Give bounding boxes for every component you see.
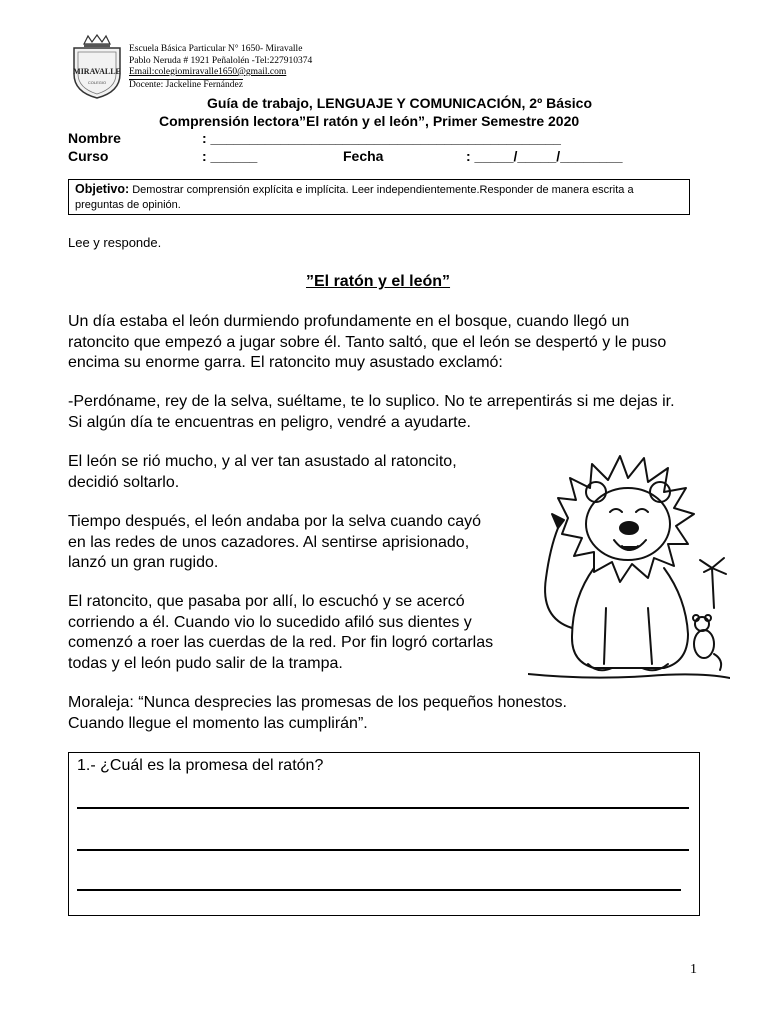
page-number: 1 <box>690 962 697 977</box>
story-title: ”El ratón y el león” <box>306 273 451 290</box>
curso-label: Curso <box>68 148 109 164</box>
answer-line-2[interactable] <box>77 849 689 851</box>
lion-illustration <box>528 448 730 688</box>
objective-label: Objetivo: <box>75 182 130 196</box>
curso-field[interactable]: : ______ <box>202 148 258 164</box>
nombre-field[interactable]: : _____________________________________________ <box>202 130 561 146</box>
story-moral: Moraleja: “Nunca desprecies las promesas de los pequeños honestos. Cuando llegue el momento las cumplirán”. <box>68 694 567 732</box>
question-1-box <box>68 752 700 916</box>
answer-line-1[interactable] <box>77 807 689 809</box>
story-paragraph-5: El ratoncito, que pasaba por allí, lo escuchó y se acercó corriendo a él. Cuando vio lo sucedido afiló sus dientes y comenzó a roer las cuerdas de la red. Por fin logró cortarlas todas y el león pudo salir de la trampa. <box>68 593 494 672</box>
school-address: Pablo Neruda # 1921 Peñalolén -Tel:227910374 <box>129 56 313 66</box>
school-email[interactable]: Email:colegiomiravalle1650@gmail.com <box>129 67 287 77</box>
teacher-name: Docente: Jackeline Fernández <box>129 80 243 90</box>
story-paragraph-2: -Perdóname, rey de la selva, suéltame, te lo suplico. No te arrepentirás si me dejas ir. Si algún día te encuentras en peligro, vendré a ayudarte. <box>68 393 675 431</box>
story-paragraph-1: Un día estaba el león durmiendo profundamente en el bosque, cuando llegó un ratoncito que empezó a jugar sobre él. Tanto saltó, que el león se despertó y le puso encima su enorme garra. El ratoncito muy asustado exclamó: <box>68 313 667 371</box>
svg-text:MIRAVALLE: MIRAVALLE <box>73 67 121 76</box>
answer-line-3[interactable] <box>77 889 681 891</box>
story-paragraph-3: El león se rió mucho, y al ver tan asustado al ratoncito, decidió soltarlo. <box>68 453 457 491</box>
worksheet-title: Guía de trabajo, LENGUAJE Y COMUNICACIÓN, 2º Básico <box>207 95 593 111</box>
objective-box <box>68 179 690 215</box>
nombre-label: Nombre <box>68 130 121 146</box>
school-logo <box>70 34 124 100</box>
story-paragraph-4: Tiempo después, el león andaba por la selva cuando cayó en las redes de unos cazadores. Al sentirse aprisionado, lanzó un gran rugido. <box>68 513 482 571</box>
svg-text:COLEGIO: COLEGIO <box>87 80 107 85</box>
school-name: Escuela Básica Particular N° 1650- Miravalle <box>129 44 303 54</box>
worksheet-subtitle: Comprensión lectora”El ratón y el león”, Primer Semestre 2020 <box>159 113 580 129</box>
objective-text: Demostrar comprensión explícita e implícita. Leer independientemente.Responder de manera escrita a preguntas de opinión. <box>75 184 634 211</box>
fecha-field[interactable]: : _____/_____/________ <box>466 148 623 164</box>
fecha-label: Fecha <box>343 148 384 164</box>
instruction-text: Lee y responde. <box>68 235 162 250</box>
question-1-text: 1.- ¿Cuál es la promesa del ratón? <box>77 757 324 774</box>
